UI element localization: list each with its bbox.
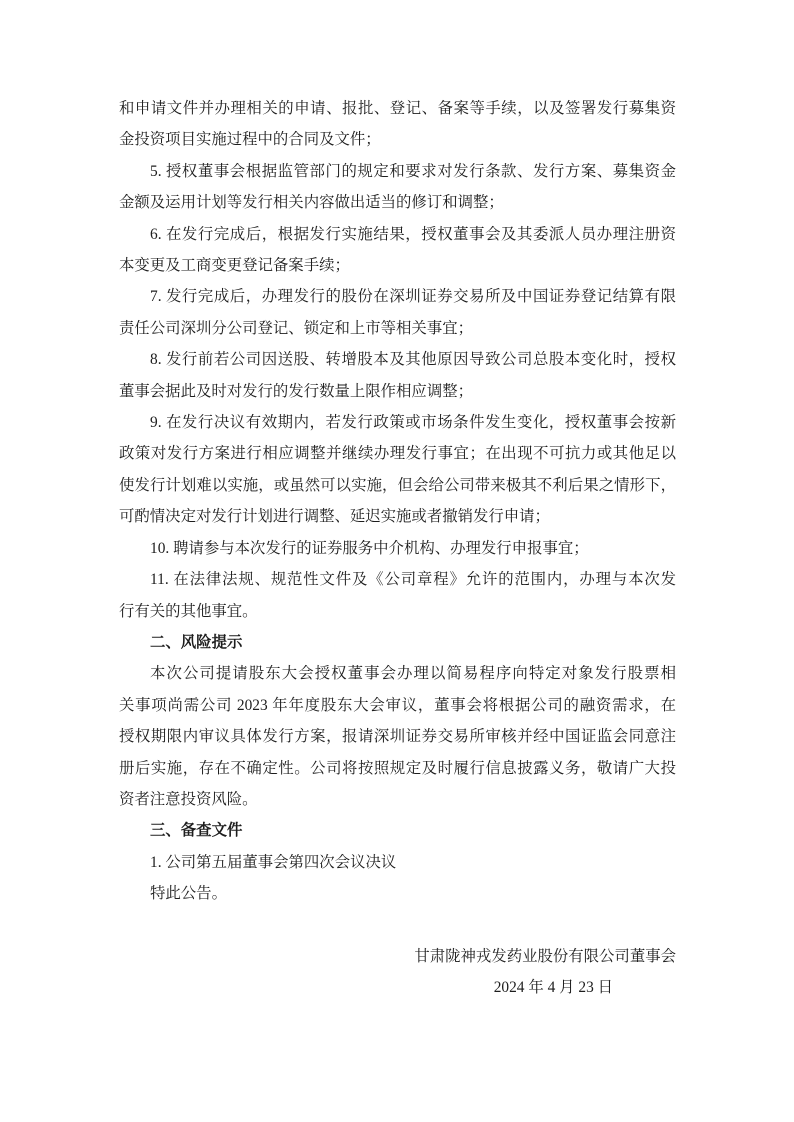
text-line: 8. 发行前若公司因送股、转增股本及其他原因导致公司总股本变化时，授权 — [150, 351, 676, 369]
text-line: 金额及运用计划等发行相关内容做出适当的修订和调整； — [119, 194, 504, 212]
text-line: 5. 授权董事会根据监管部门的规定和要求对发行条款、发行方案、募集资金 — [150, 162, 676, 180]
text-line: 特此公告。 — [150, 885, 227, 903]
signature-block — [119, 941, 676, 1004]
document-body — [119, 93, 676, 910]
text-line: 和申请文件并办理相关的申请、报批、登记、备案等手续，以及签署发行募集资 — [119, 100, 676, 117]
text-line: 册后实施，存在不确定性。公司将按照规定及时履行信息披露义务，敬请广大投 — [119, 759, 676, 777]
text-line: 10. 聘请参与本次发行的证券服务中介机构、办理发行申报事宜； — [150, 539, 589, 557]
text-line: 1. 公司第五届董事会第四次会议决议 — [150, 853, 397, 871]
text-line: 资者注意投资风险。 — [119, 790, 258, 808]
signature-date: 2024 年 4 月 23 日 — [493, 979, 613, 997]
text-line: 关事项尚需公司 2023 年年度股东大会审议，董事会将根据公司的融资需求，在 — [119, 696, 676, 714]
text-line: 金投资项目实施过程中的合同及文件； — [119, 131, 381, 149]
text-line: 7. 发行完成后，办理发行的股份在深圳证券交易所及中国证券登记结算有限 — [150, 288, 676, 306]
signature-company: 甘肃陇神戎发药业股份有限公司董事会 — [414, 947, 676, 965]
text-line: 本次公司提请股东大会授权董事会办理以简易程序向特定对象发行股票相 — [150, 665, 676, 683]
text-line: 董事会据此及时对发行的发行数量上限作相应调整； — [119, 382, 473, 400]
section-heading: 二、风险提示 — [150, 633, 243, 651]
text-line: 责任公司深圳分公司登记、锁定和上市等相关事宜； — [119, 319, 473, 337]
document-content — [119, 93, 676, 1004]
text-line: 可酌情决定对发行计划进行调整、延迟实施或者撤销发行申请； — [119, 508, 550, 526]
text-line: 6. 在发行完成后，根据发行实施结果，授权董事会及其委派人员办理注册资 — [150, 225, 676, 243]
text-line: 本变更及工商变更登记备案手续； — [119, 257, 350, 275]
text-line: 使发行计划难以实施，或虽然可以实施，但会给公司带来极其不利后果之情形下， — [119, 476, 676, 494]
text-line: 授权期限内审议具体发行方案，报请深圳证券交易所审核并经中国证监会同意注 — [119, 728, 676, 746]
section-heading: 三、备查文件 — [150, 822, 243, 840]
text-line: 政策对发行方案进行相应调整并继续办理发行事宜；在出现不可抗力或其他足以 — [119, 445, 676, 463]
text-line: 行有关的其他事宜。 — [119, 602, 258, 620]
text-line: 11. 在法律法规、规范性文件及《公司章程》允许的范围内，办理与本次发 — [150, 571, 676, 589]
text-line: 9. 在发行决议有效期内，若发行政策或市场条件发生变化，授权董事会按新 — [150, 414, 676, 432]
